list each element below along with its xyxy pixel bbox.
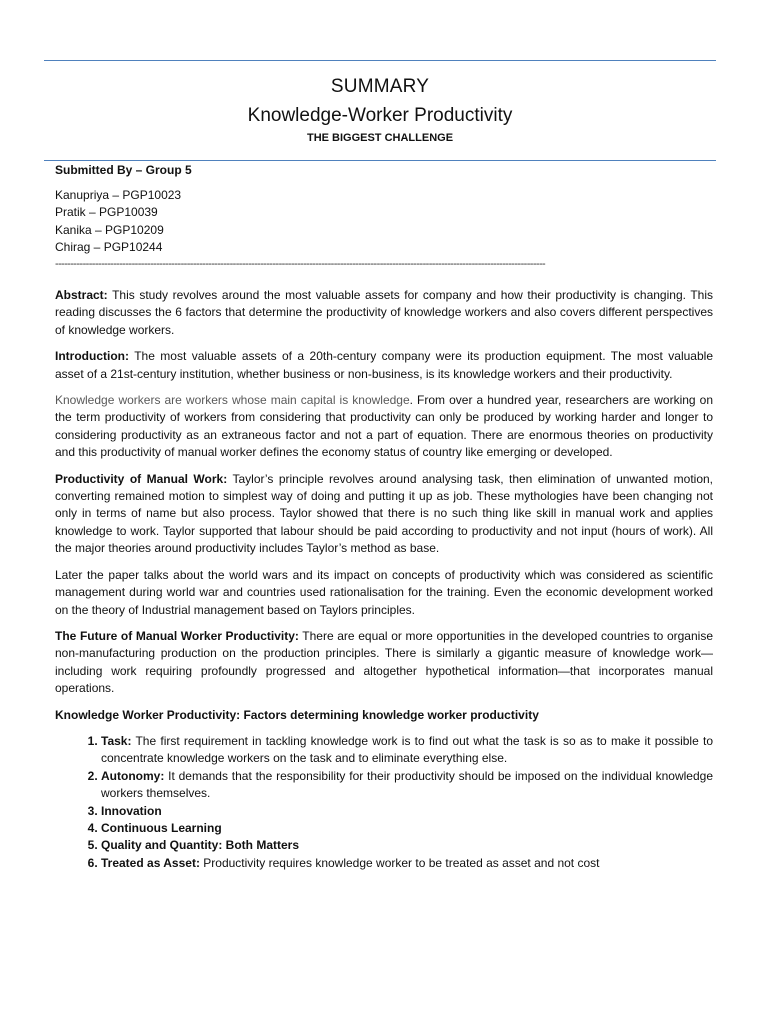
manual-work-lead: Productivity of Manual Work:: [55, 471, 228, 486]
future-text: There are equal or more opportunities in the developed countries to organise non-manufacturing production on the production principles. There is similarly a gigantic measure of knowledge work—including work requiring profoundly progressed and altogether hypothetical information—that incorporates manual operations.: [55, 628, 713, 696]
factors-heading: Knowledge Worker Productivity: Factors determining knowledge worker productivity: [55, 707, 539, 722]
factor-lead: Innovation: [101, 803, 162, 818]
factor-item: [101, 855, 713, 872]
dashed-separator: ----------------------------------------------------------------------------------------------------------------------------------------------------------------: [55, 258, 546, 270]
header-rule: [44, 160, 716, 161]
future-lead: The Future of Manual Worker Productivity:: [55, 628, 299, 643]
factor-lead: Autonomy:: [101, 768, 165, 783]
document-body: [55, 287, 713, 872]
document-subtitle: Knowledge-Worker Productivity: [247, 105, 513, 126]
factor-item: [101, 733, 713, 768]
member-item: Kanika – PGP10209: [55, 222, 164, 237]
abstract-text: This study revolves around the most valuable assets for company and how their productivity is changing. This reading discusses the 6 factors that determine the productivity of knowledge workers and also covers different perspectives of knowledge workers.: [55, 288, 713, 337]
world-wars-paragraph: Later the paper talks about the world wars and its impact on concepts of productivity which was considered as scientific management during world war and countries used rationalisation for the training. Even the economic development worked on the theory of Industrial management based on Taylors principles.: [55, 567, 713, 617]
factors-list: [55, 733, 713, 872]
factor-text: It demands that the responsibility for their productivity should be imposed on the individual knowledge workers themselves.: [101, 768, 713, 801]
introduction-text: The most valuable assets of a 20th-century company were its production equipment. The most valuable asset of a 21st-century institution, whether business or non-business, is its knowledge workers and their productivity.: [55, 349, 713, 381]
factor-lead: Task:: [101, 733, 132, 748]
factor-text: Productivity requires knowledge worker to be treated as asset and not cost: [199, 855, 600, 870]
factor-text: The first requirement in tackling knowledge work is to find out what the task is so as to make it possible to concentrate knowledge workers on the task and to eliminate everything else.: [101, 733, 713, 766]
introduction-lead: Introduction:: [55, 349, 129, 364]
factor-item: [101, 837, 713, 854]
member-list: [55, 187, 713, 257]
manual-work-paragraph: [55, 471, 713, 558]
submitted-by-label: Submitted By – Group 5: [55, 163, 192, 177]
factor-item: [101, 820, 713, 837]
factor-item: [101, 768, 713, 803]
knowledge-workers-paragraph: [55, 392, 713, 462]
abstract-paragraph: [55, 287, 713, 339]
factor-lead: Quality and Quantity: Both Matters: [101, 838, 300, 853]
introduction-paragraph: [55, 348, 713, 383]
document-title: SUMMARY: [330, 76, 430, 97]
manual-work-text: Taylor’s principle revolves around analysing task, then elimination of unwanted motion, converting remained motion to simplest way of doing and putting it up as job. These mythologies have been changing not only in terms of name but also process. Taylor showed that there is no such thing like skill in manual work and applies knowledge to work. Taylor supported that labour should be paid according to productivity and not input (hours of work). All the major theories around productivity includes Taylor’s method as base.: [55, 471, 714, 556]
member-item: Kanupriya – PGP10023: [55, 188, 182, 202]
future-paragraph: [55, 628, 713, 698]
factor-lead: Treated as Asset:: [101, 855, 200, 870]
top-rule: [44, 60, 716, 61]
knowledge-workers-text: . From over a hundred year, researchers are working on the term productivity of workers from considering that productivity can only be produced by working harder and longer to considering productivity as an extraneous factor and not a part of equation. There are enormous theories on productivity and this productivity of manual worker defines the economy status of country like emerging or developed.: [55, 393, 713, 460]
factor-lead: Continuous Learning: [101, 820, 222, 835]
knowledge-workers-lead: Knowledge workers are workers whose main capital is knowledge: [55, 393, 410, 408]
factor-item: [101, 803, 713, 820]
document-tagline: THE BIGGEST CHALLENGE: [306, 132, 454, 144]
member-item: Pratik – PGP10039: [55, 205, 158, 220]
member-item: Chirag – PGP10244: [55, 240, 163, 255]
abstract-lead: Abstract:: [55, 288, 108, 302]
